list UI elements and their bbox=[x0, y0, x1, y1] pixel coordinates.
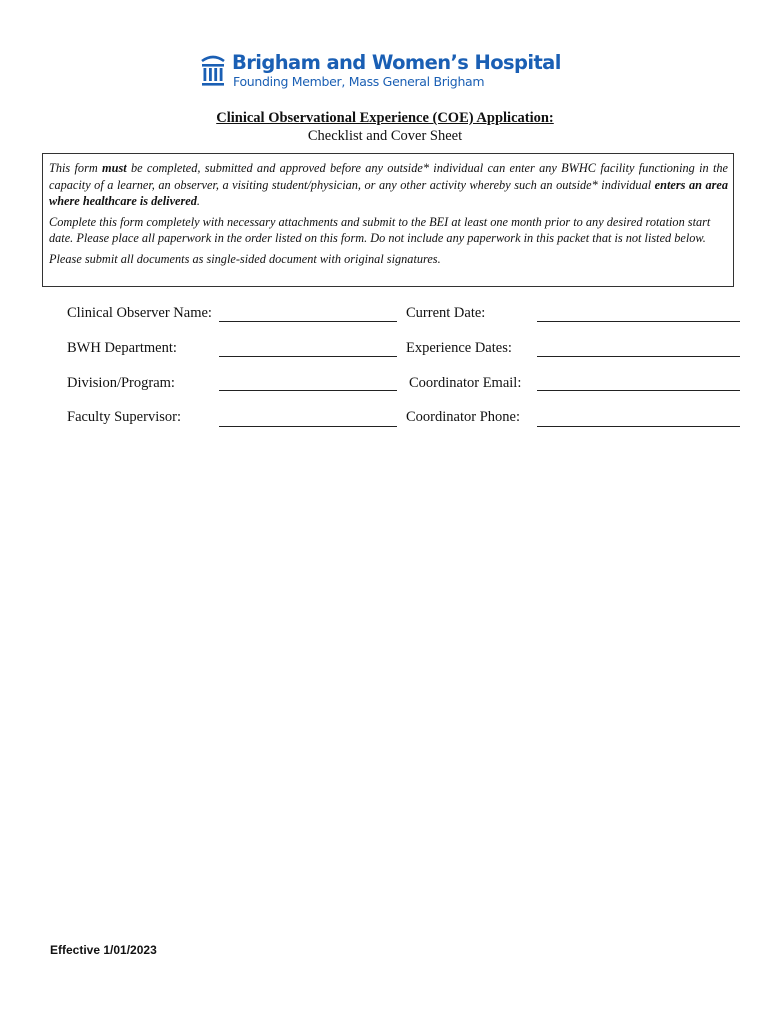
notice-text: . bbox=[196, 194, 200, 208]
document-title: Clinical Observational Experience (COE) Application: bbox=[216, 110, 554, 126]
experience-dates-label: Experience Dates: bbox=[406, 340, 512, 356]
division-label: Division/Program: bbox=[67, 375, 175, 391]
observer-name-label: Clinical Observer Name: bbox=[67, 305, 212, 321]
experience-dates-field[interactable] bbox=[537, 355, 740, 357]
coordinator-phone-field[interactable] bbox=[537, 425, 740, 427]
division-field[interactable] bbox=[219, 389, 397, 391]
department-label: BWH Department: bbox=[67, 340, 177, 356]
notice-text: be completed, submitted and approved before any outside* individual can enter any BWHC facility functioning in the capacity of a learner, an observer, a visiting student/physician, or any other activity whereby such an outside* individual bbox=[49, 161, 728, 192]
instructions-paragraph-1 bbox=[49, 160, 728, 210]
hospital-columns-icon bbox=[200, 52, 226, 88]
hospital-logo bbox=[200, 51, 561, 92]
notice-emphasis-must: must bbox=[102, 161, 127, 175]
coordinator-email-label: Coordinator Email: bbox=[409, 375, 522, 391]
instructions-paragraph-2: Complete this form completely with necessary attachments and submit to the BEI at least one month prior to any desired rotation start date. Please place all paperwork in the order listed on this form. Do not include any paperwork in this packet that is not listed below. bbox=[49, 214, 711, 245]
observer-name-field[interactable] bbox=[219, 320, 397, 322]
document-subtitle: Checklist and Cover Sheet bbox=[307, 128, 463, 144]
faculty-supervisor-label: Faculty Supervisor: bbox=[67, 409, 181, 425]
notice-text: This form bbox=[49, 161, 103, 175]
effective-date: Effective 1/01/2023 bbox=[50, 943, 157, 957]
hospital-name: Brigham and Women’s Hospital bbox=[232, 51, 561, 74]
department-field[interactable] bbox=[219, 355, 397, 357]
instructions-box bbox=[42, 153, 734, 287]
faculty-supervisor-field[interactable] bbox=[219, 425, 397, 427]
notice-emphasis-healthcare: enters an area where healthcare is delivered bbox=[49, 177, 728, 208]
coordinator-phone-label: Coordinator Phone: bbox=[406, 409, 520, 425]
coordinator-email-field[interactable] bbox=[537, 389, 740, 391]
current-date-field[interactable] bbox=[537, 320, 740, 322]
current-date-label: Current Date: bbox=[406, 305, 486, 321]
hospital-tagline: Founding Member, Mass General Brigham bbox=[233, 74, 485, 89]
instructions-paragraph-3: Please submit all documents as single-sided document with original signatures. bbox=[49, 251, 441, 266]
